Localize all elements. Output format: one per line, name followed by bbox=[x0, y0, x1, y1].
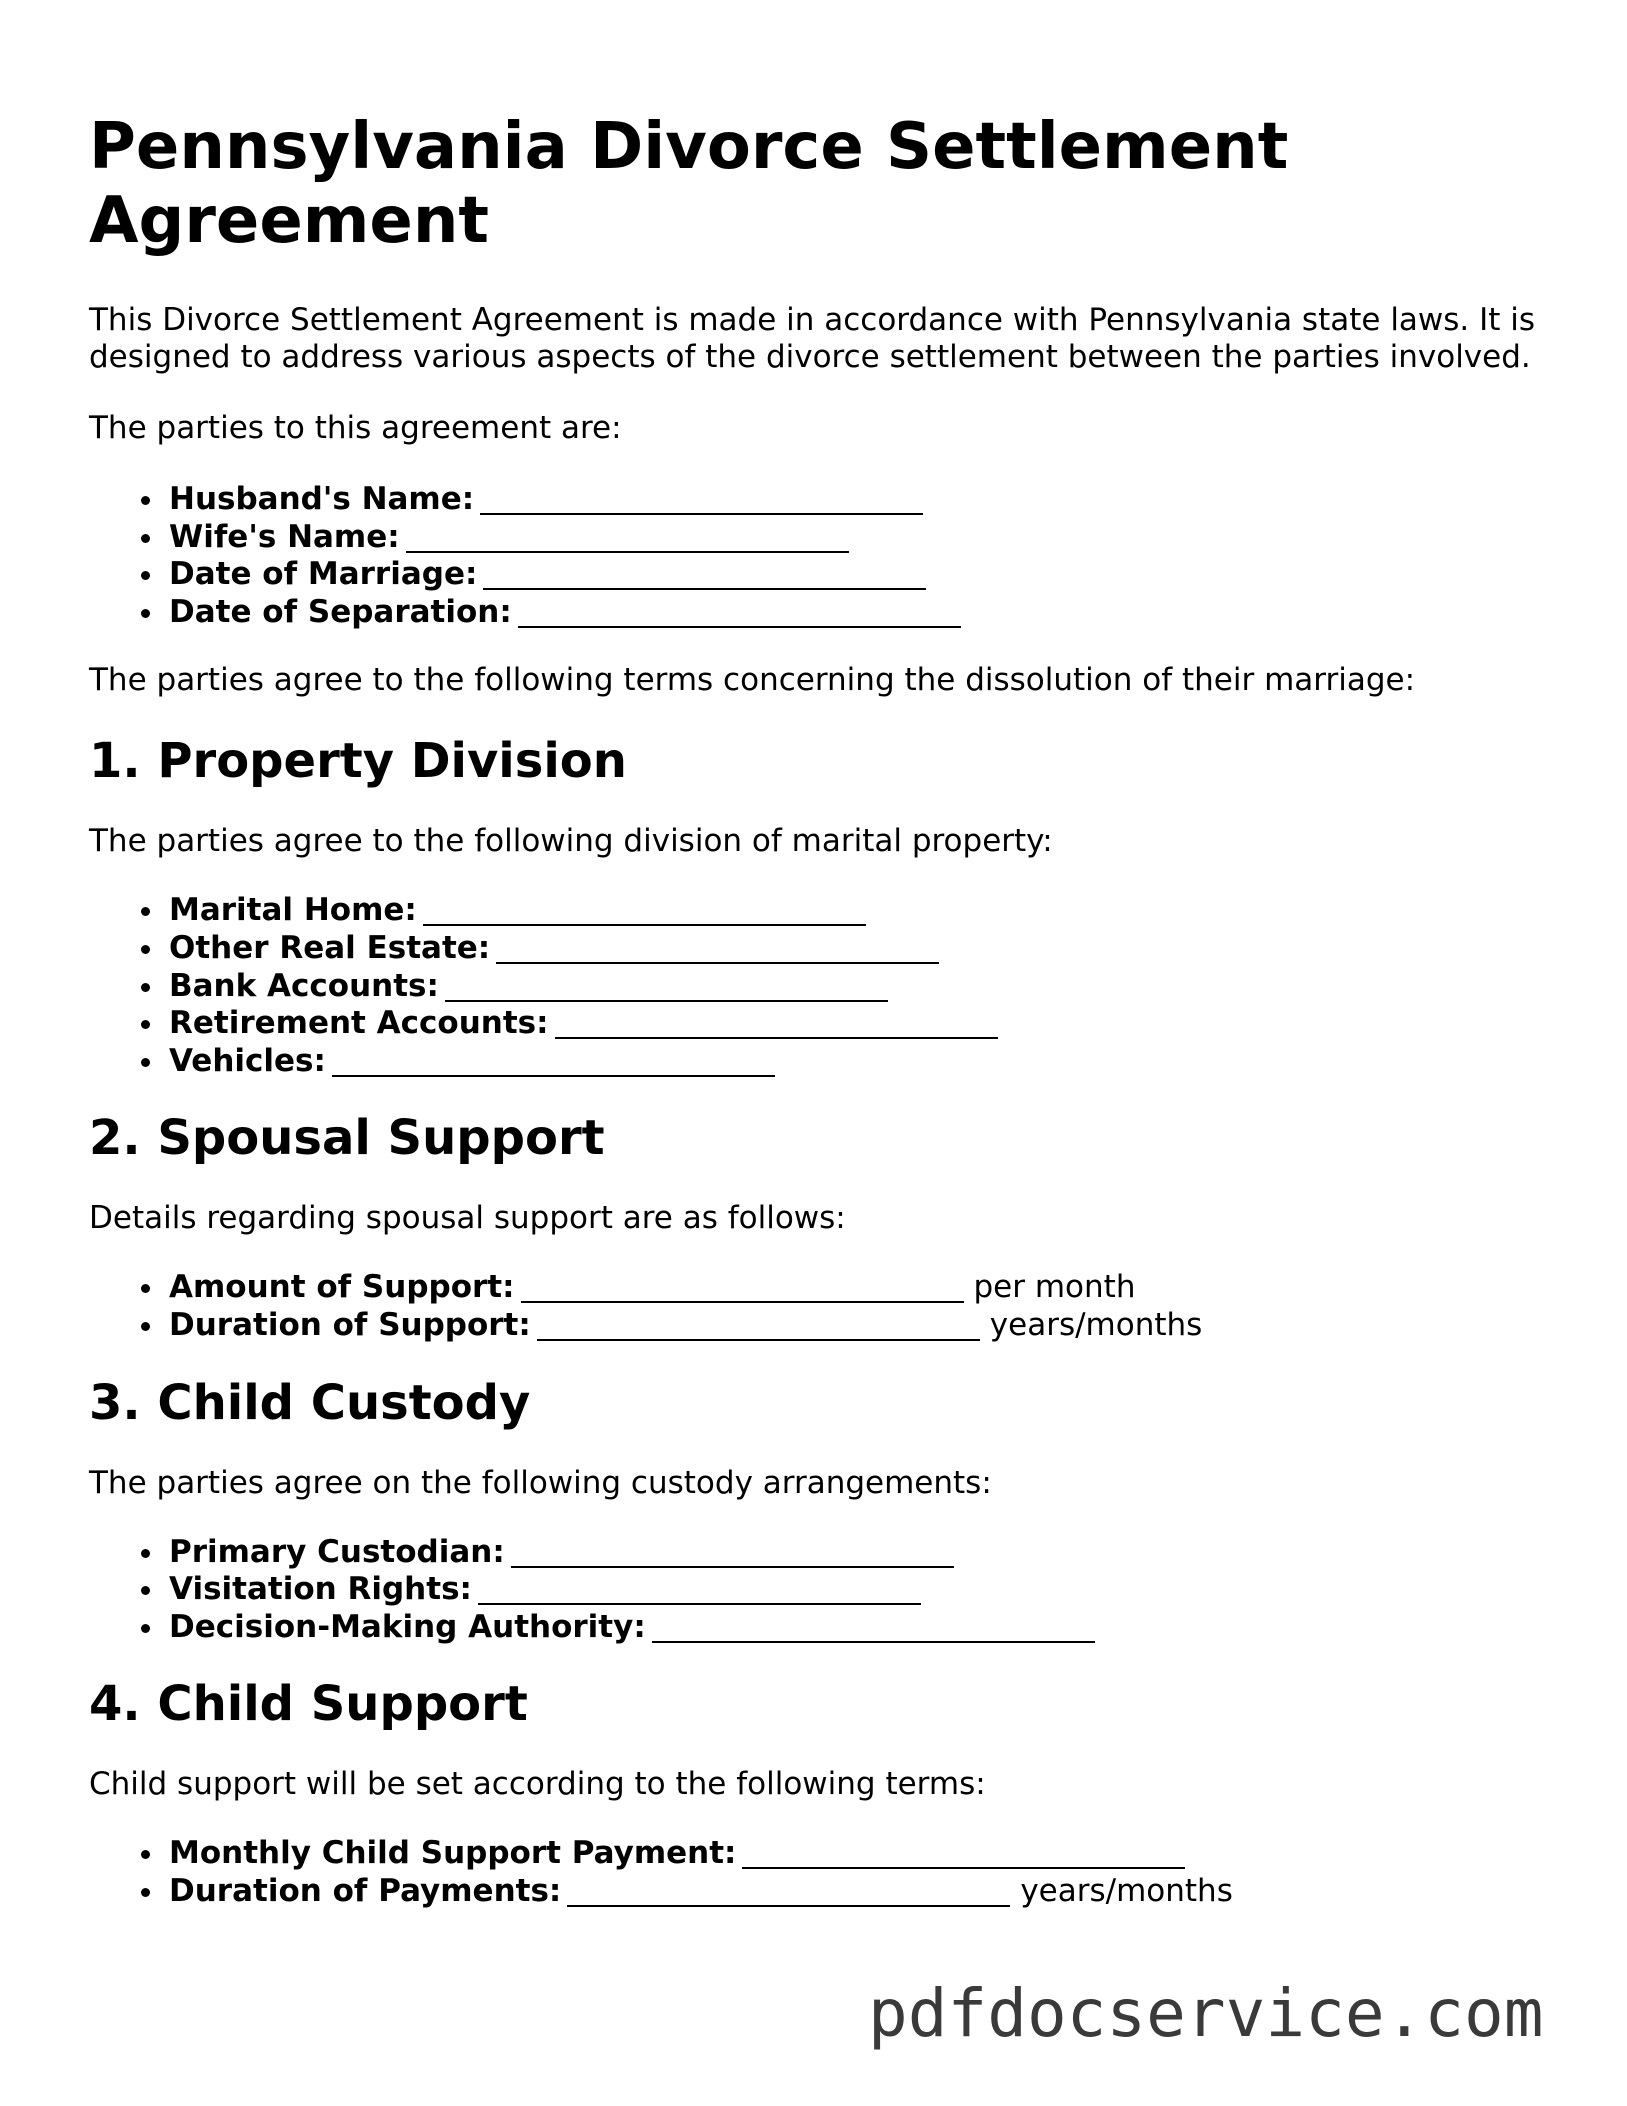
section-lead: The parties agree to the following division of marital property: bbox=[89, 823, 1053, 860]
section-heading: 2. Spousal Support bbox=[89, 1110, 605, 1167]
list-item bbox=[169, 481, 1539, 519]
retirement-accounts-blank[interactable] bbox=[555, 1007, 998, 1039]
field-suffix: years/months bbox=[989, 1306, 1203, 1343]
other-real-estate-blank[interactable] bbox=[496, 932, 939, 964]
date-of-marriage-blank[interactable] bbox=[483, 558, 926, 590]
section-heading: 1. Property Division bbox=[89, 733, 627, 790]
field-label: Wife's Name: bbox=[169, 518, 400, 555]
duration-of-support-blank[interactable] bbox=[537, 1309, 980, 1341]
child-support-list bbox=[89, 1835, 1539, 1910]
field-label: Other Real Estate: bbox=[169, 929, 491, 966]
intro-paragraph: This Divorce Settlement Agreement is made in accordance with Pennsylvania state laws. It is designed to address various aspects of the divorce settlement between the parties involved. bbox=[89, 302, 1536, 375]
spousal-support-list bbox=[89, 1269, 1539, 1344]
section-lead: Child support will be set according to the following terms: bbox=[89, 1766, 986, 1803]
duration-of-payments-blank[interactable] bbox=[567, 1875, 1010, 1907]
section-heading: 4. Child Support bbox=[89, 1676, 528, 1733]
list-item bbox=[169, 1609, 1539, 1647]
list-item bbox=[169, 1873, 1539, 1911]
child-custody-list bbox=[89, 1534, 1539, 1647]
list-item bbox=[169, 930, 1539, 968]
parties-intro: The parties to this agreement are: bbox=[89, 410, 622, 446]
list-item bbox=[169, 1043, 1539, 1081]
husband-name-blank[interactable] bbox=[480, 483, 923, 515]
field-label: Visitation Rights: bbox=[169, 1571, 472, 1608]
field-label: Amount of Support: bbox=[169, 1269, 515, 1306]
field-label: Date of Separation: bbox=[169, 593, 512, 630]
property-list bbox=[89, 892, 1539, 1080]
list-item bbox=[169, 594, 1539, 632]
watermark: pdfdocservice.com bbox=[868, 1975, 1544, 2052]
field-label: Date of Marriage: bbox=[169, 556, 478, 593]
monthly-child-support-blank[interactable] bbox=[742, 1837, 1185, 1869]
field-label: Duration of Support: bbox=[169, 1306, 531, 1343]
field-label: Retirement Accounts: bbox=[169, 1005, 549, 1042]
list-item bbox=[169, 968, 1539, 1006]
list-item bbox=[169, 1534, 1539, 1572]
amount-of-support-blank[interactable] bbox=[521, 1271, 964, 1303]
document-title: Pennsylvania Divorce Settlement Agreement bbox=[89, 110, 1289, 258]
terms-intro: The parties agree to the following terms concerning the dissolution of their marriage: bbox=[89, 662, 1416, 699]
bank-accounts-blank[interactable] bbox=[445, 970, 888, 1002]
list-item bbox=[169, 1005, 1539, 1043]
field-label: Monthly Child Support Payment: bbox=[169, 1835, 737, 1872]
list-item bbox=[169, 1571, 1539, 1609]
field-label: Bank Accounts: bbox=[169, 967, 439, 1004]
field-label: Primary Custodian: bbox=[169, 1533, 505, 1570]
field-label: Decision-Making Authority: bbox=[169, 1608, 646, 1645]
list-item bbox=[169, 892, 1539, 930]
list-item bbox=[169, 1269, 1539, 1307]
field-label: Husband's Name: bbox=[169, 481, 475, 517]
parties-list bbox=[89, 481, 1539, 631]
list-item bbox=[169, 556, 1539, 594]
list-item bbox=[169, 519, 1539, 557]
list-item bbox=[169, 1835, 1539, 1873]
section-heading: 3. Child Custody bbox=[89, 1374, 531, 1431]
primary-custodian-blank[interactable] bbox=[511, 1536, 954, 1568]
field-suffix: per month bbox=[973, 1269, 1136, 1306]
list-item bbox=[169, 1307, 1539, 1345]
section-lead: Details regarding spousal support are as follows: bbox=[89, 1200, 846, 1237]
field-suffix: years/months bbox=[1020, 1872, 1233, 1909]
date-of-separation-blank[interactable] bbox=[518, 596, 961, 628]
field-label: Marital Home: bbox=[169, 892, 417, 929]
marital-home-blank[interactable] bbox=[423, 894, 866, 926]
visitation-rights-blank[interactable] bbox=[478, 1573, 921, 1605]
document-page bbox=[89, 110, 1539, 1911]
field-label: Vehicles: bbox=[169, 1042, 326, 1079]
wife-name-blank[interactable] bbox=[406, 521, 849, 553]
field-label: Duration of Payments: bbox=[169, 1872, 562, 1909]
section-lead: The parties agree on the following custody arrangements: bbox=[89, 1464, 992, 1501]
vehicles-blank[interactable] bbox=[332, 1045, 775, 1077]
decision-making-authority-blank[interactable] bbox=[652, 1611, 1095, 1643]
